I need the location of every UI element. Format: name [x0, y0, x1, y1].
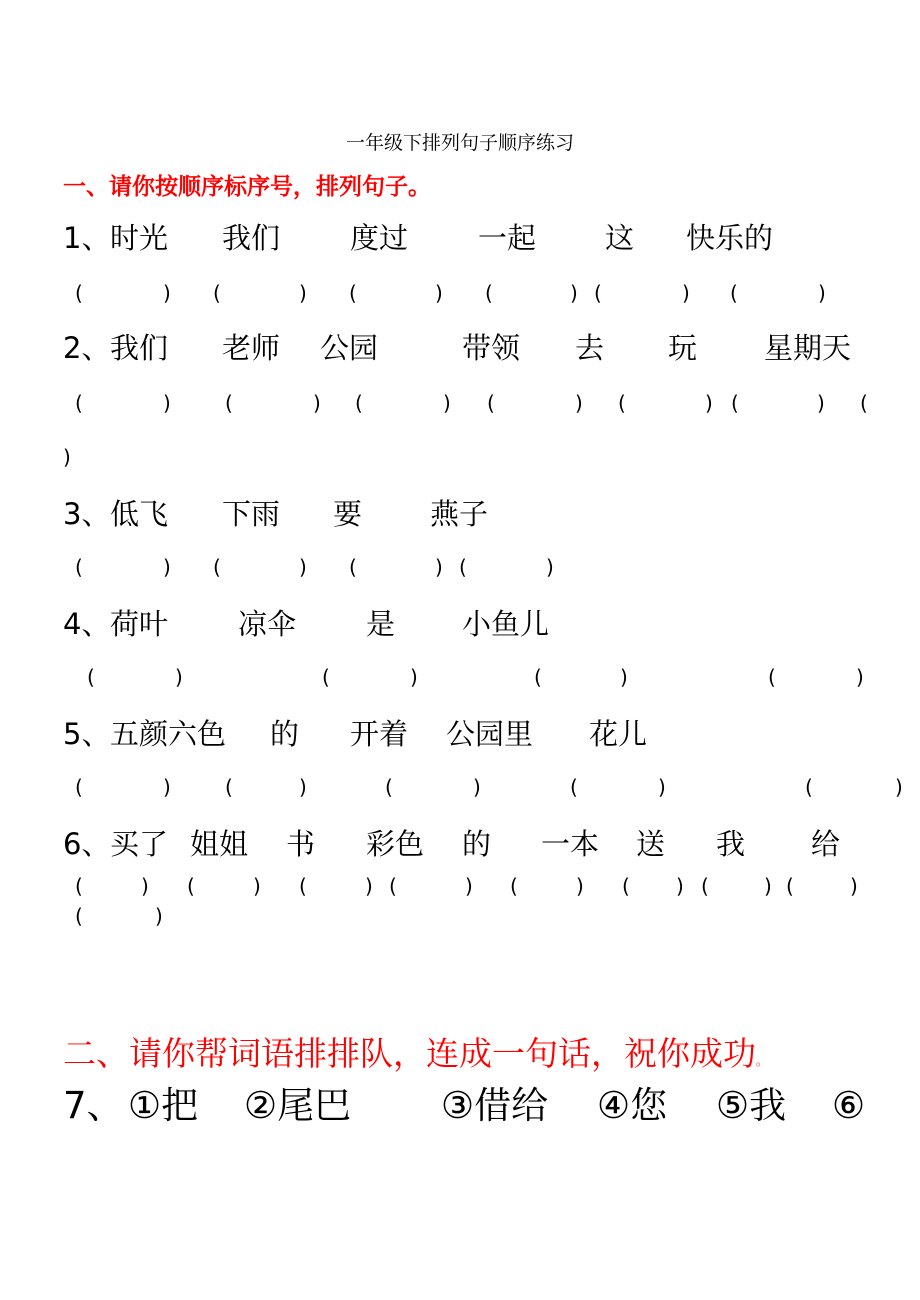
question-number: 1、 [63, 221, 111, 255]
word-tile: 给 [811, 827, 841, 861]
answer-blank-open-paren[interactable]: ( [731, 391, 739, 415]
answer-blank-open-paren[interactable]: ( [75, 874, 83, 898]
word-tile: 姐姐 [190, 827, 249, 861]
answer-blank-open-paren[interactable]: ( [187, 874, 195, 898]
answer-blank-close-paren[interactable]: ) [676, 874, 684, 898]
answer-blank-close-paren[interactable]: ) [163, 775, 171, 799]
word-tile: 我们 [110, 331, 169, 365]
answer-blank-open-paren[interactable]: ( [349, 281, 357, 305]
word-tile: 快乐的 [686, 221, 774, 255]
word-tile: 燕子 [430, 497, 489, 531]
answer-blank-close-paren[interactable]: ) [473, 775, 481, 799]
answer-blank-close-paren[interactable]: ) [435, 281, 443, 305]
answer-blank-open-paren[interactable]: ( [730, 281, 738, 305]
answer-blank-open-paren[interactable]: ( [87, 665, 95, 689]
section-1-heading: 一、请你按顺序标序号，排列句子。 [63, 174, 431, 200]
answer-blank-close-paren[interactable]: ) [141, 874, 149, 898]
answer-blank-close-paren[interactable]: ) [443, 391, 451, 415]
answer-blank-open-paren[interactable]: ( [786, 874, 794, 898]
answer-blank-open-paren[interactable]: ( [225, 775, 233, 799]
word-tile: 彩色 [366, 827, 425, 861]
answer-blank-close-paren[interactable]: ) [546, 555, 554, 579]
answer-blank-open-paren[interactable]: ( [570, 775, 578, 799]
answer-blank-open-paren[interactable]: ( [75, 391, 83, 415]
answer-blank-close-paren[interactable]: ) [817, 391, 825, 415]
answer-blank-open-paren[interactable]: ( [75, 281, 83, 305]
answer-blank-close-paren[interactable]: ) [63, 445, 71, 469]
word-tile: 买了 [110, 827, 169, 861]
answer-blank-close-paren[interactable]: ) [850, 874, 858, 898]
word-tile: 一本 [541, 827, 600, 861]
answer-blank-close-paren[interactable]: ) [299, 555, 307, 579]
answer-blank-close-paren[interactable]: ) [764, 874, 772, 898]
answer-blank-close-paren[interactable]: ) [163, 555, 171, 579]
answer-blank-open-paren[interactable]: ( [213, 555, 221, 579]
word-tile: 凉伞 [238, 607, 297, 641]
answer-blank-close-paren[interactable]: ) [163, 391, 171, 415]
word-tile: 下雨 [222, 497, 281, 531]
answer-blank-close-paren[interactable]: ) [575, 391, 583, 415]
question-number: 2、 [63, 331, 111, 365]
word-tile: 我 [716, 827, 746, 861]
word-tile: 公园里 [446, 717, 534, 751]
word-tile: 这 [605, 221, 635, 255]
question-number: 3、 [63, 497, 111, 531]
word-tile: 我们 [222, 221, 281, 255]
answer-blank-close-paren[interactable]: ) [818, 281, 826, 305]
answer-blank-open-paren[interactable]: ( [594, 281, 602, 305]
answer-blank-close-paren[interactable]: ) [570, 281, 578, 305]
word-tile: 是 [366, 607, 396, 641]
word-tile: 的 [270, 717, 300, 751]
numbered-word: ⑤我 [716, 1084, 787, 1127]
word-tile: 度过 [350, 221, 409, 255]
answer-blank-close-paren[interactable]: ) [658, 775, 666, 799]
answer-blank-open-paren[interactable]: ( [389, 874, 397, 898]
answer-blank-open-paren[interactable]: ( [225, 391, 233, 415]
word-tile: 老师 [222, 331, 281, 365]
word-tile: 送 [636, 827, 666, 861]
numbered-word: ⑥ [832, 1084, 866, 1127]
question-number: 7、 [63, 1084, 124, 1127]
word-tile: 的 [462, 827, 492, 861]
answer-blank-close-paren[interactable]: ) [620, 665, 628, 689]
answer-blank-open-paren[interactable]: ( [385, 775, 393, 799]
word-tile: 小鱼儿 [462, 607, 550, 641]
word-tile: 开着 [350, 717, 409, 751]
answer-blank-open-paren[interactable]: ( [322, 665, 330, 689]
answer-blank-open-paren[interactable]: ( [75, 555, 83, 579]
answer-blank-open-paren[interactable]: ( [355, 391, 363, 415]
answer-blank-close-paren[interactable]: ) [465, 874, 473, 898]
answer-blank-open-paren[interactable]: ( [349, 555, 357, 579]
answer-blank-open-paren[interactable]: ( [459, 555, 467, 579]
answer-blank-close-paren[interactable]: ) [576, 874, 584, 898]
numbered-word: ①把 [128, 1084, 199, 1127]
word-tile: 玩 [668, 331, 698, 365]
answer-blank-open-paren[interactable]: ( [805, 775, 813, 799]
answer-blank-open-paren[interactable]: ( [510, 874, 518, 898]
word-tile: 时光 [110, 221, 169, 255]
answer-blank-open-paren[interactable]: ( [75, 904, 83, 928]
answer-blank-open-paren[interactable]: ( [768, 665, 776, 689]
answer-blank-close-paren[interactable]: ) [682, 281, 690, 305]
answer-blank-open-paren[interactable]: ( [485, 281, 493, 305]
answer-blank-open-paren[interactable]: ( [487, 391, 495, 415]
word-tile: 去 [575, 331, 605, 365]
word-tile: 星期天 [764, 331, 852, 365]
answer-blank-open-paren[interactable]: ( [860, 391, 868, 415]
answer-blank-open-paren[interactable]: ( [622, 874, 630, 898]
worksheet-title: 一年级下排列句子顺序练习 [345, 132, 574, 154]
section-2-heading [63, 1028, 768, 1075]
word-tile: 一起 [478, 221, 537, 255]
word-tile: 五颜六色 [110, 717, 227, 751]
answer-blank-open-paren[interactable]: ( [701, 874, 709, 898]
word-tile: 低飞 [110, 497, 169, 531]
numbered-word: ④您 [597, 1084, 668, 1127]
answer-blank-close-paren[interactable]: ) [155, 904, 163, 928]
question-number: 6、 [63, 827, 111, 861]
word-tile: 公园 [320, 331, 379, 365]
section-2-heading-period: 。 [756, 1054, 769, 1068]
answer-blank-close-paren[interactable]: ) [705, 391, 713, 415]
answer-blank-close-paren[interactable]: ) [299, 775, 307, 799]
answer-blank-close-paren[interactable]: ) [435, 555, 443, 579]
section-2-heading-text: 二、请你帮词语排排队，连成一句话，祝你成功 [63, 1034, 756, 1073]
word-tile: 带领 [462, 331, 521, 365]
answer-blank-close-paren[interactable]: ) [175, 665, 183, 689]
numbered-word: ③借给 [441, 1084, 549, 1127]
word-tile: 书 [286, 827, 316, 861]
answer-blank-open-paren[interactable]: ( [618, 391, 626, 415]
answer-blank-close-paren[interactable]: ) [313, 391, 321, 415]
answer-blank-open-paren[interactable]: ( [534, 665, 542, 689]
answer-blank-close-paren[interactable]: ) [299, 281, 307, 305]
answer-blank-open-paren[interactable]: ( [75, 775, 83, 799]
word-tile: 要 [333, 497, 363, 531]
question-number: 4、 [63, 607, 111, 641]
answer-blank-close-paren[interactable]: ) [163, 281, 171, 305]
word-tile: 花儿 [589, 717, 648, 751]
word-tile: 荷叶 [110, 607, 169, 641]
answer-blank-close-paren[interactable]: ) [365, 874, 373, 898]
answer-blank-close-paren[interactable]: ) [410, 665, 418, 689]
answer-blank-close-paren[interactable]: ) [253, 874, 261, 898]
answer-blank-close-paren[interactable]: ) [895, 775, 903, 799]
numbered-word: ②尾巴 [244, 1084, 352, 1127]
answer-blank-open-paren[interactable]: ( [299, 874, 307, 898]
question-number: 5、 [63, 717, 111, 751]
answer-blank-open-paren[interactable]: ( [213, 281, 221, 305]
answer-blank-close-paren[interactable]: ) [856, 665, 864, 689]
